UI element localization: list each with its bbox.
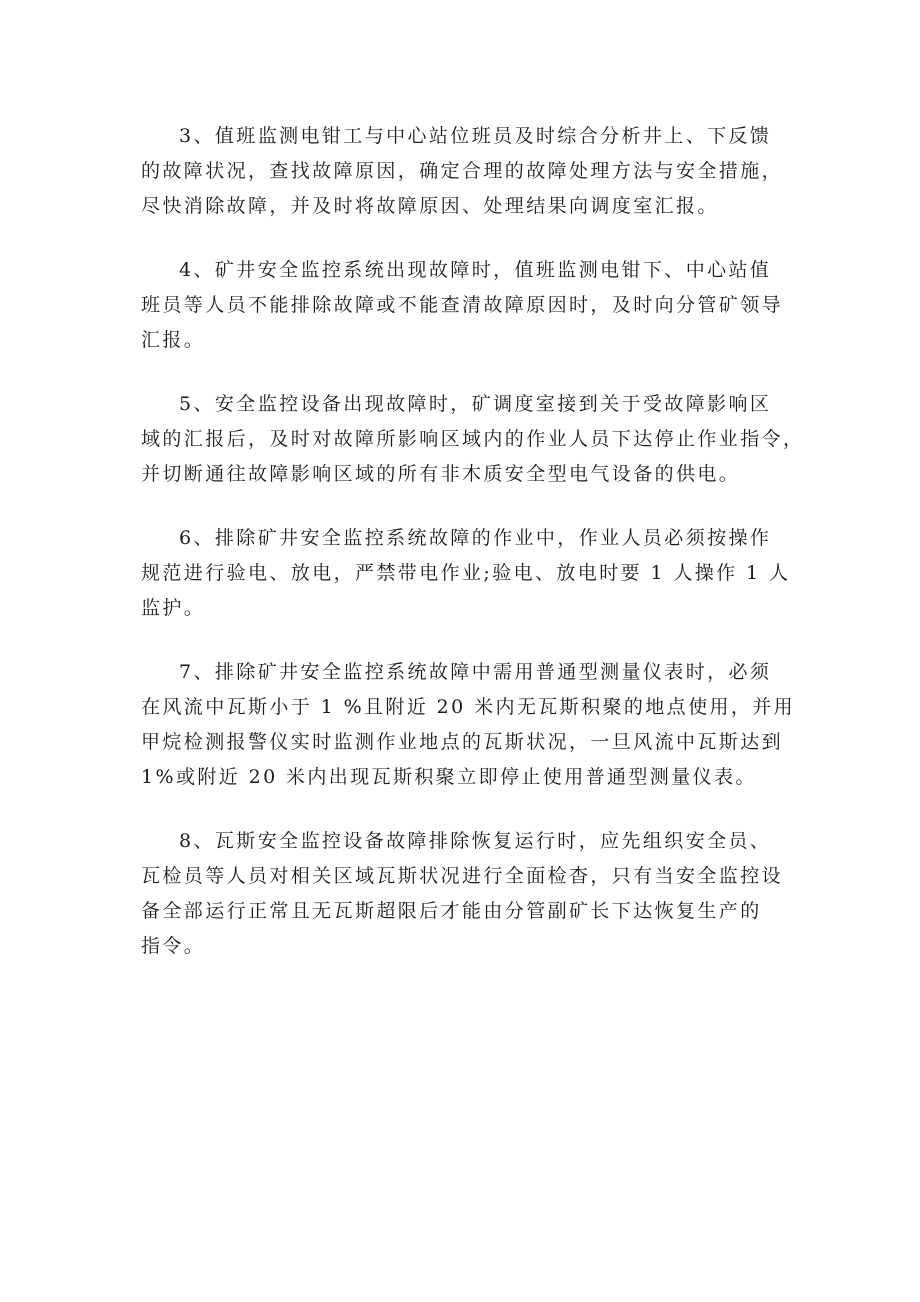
paragraph-line: 的故障状况，查找故障原因，确定合理的故障处理方法与安全措施，	[141, 160, 784, 182]
paragraph-5	[141, 387, 805, 492]
paragraph-8	[141, 824, 791, 964]
paragraph-line: 尽快消除故障，并及时将故障原因、处理结果向调度室汇报。	[141, 195, 719, 217]
paragraph-line: 4、矿井安全监控系统出现故障时，值班监测电钳下、中心站值	[179, 259, 772, 281]
paragraph-line: 瓦检员等人员对相关区域瓦斯状况进行全面检杳，只有当安全监控设	[141, 865, 784, 887]
paragraph-line: 并切断通往故障影响区域的所有非木质安全型电气设备的供电。	[141, 463, 741, 485]
paragraph-line: 6、排除矿井安全监控系统故障的作业中，作业人员必须按操作	[179, 527, 772, 549]
paragraph-line: 规范进行验电、放电，严禁带电作业;验电、放电时要 1 人操作 1 人	[141, 562, 791, 584]
document-body	[141, 119, 805, 993]
paragraph-line: 8、瓦斯安全监控设备故障排除恢复运行时，应先组织安全员、	[179, 830, 772, 852]
paragraph-line: 汇报。	[141, 329, 206, 351]
paragraph-line: 班员等人员不能排除故障或不能查清故障原因时，及时向分管矿领导	[141, 294, 784, 316]
paragraph-line: 在风流中瓦斯小于 1 %且附近 20 米内无瓦斯积聚的地点使用，并用	[141, 696, 796, 718]
paragraph-line: 域的汇报后，及时对故障所影响区域内的作业人员下达停止作业指令，	[141, 428, 805, 450]
paragraph-line: 监护。	[141, 597, 206, 619]
paragraph-line: 指令。	[141, 935, 206, 957]
paragraph-line: 1%或附近 20 米内出现瓦斯积聚立即停止使用普通型测量仪表。	[141, 766, 757, 788]
paragraph-6	[141, 521, 791, 626]
paragraph-line: 甲烷检测报警仪实时监测作业地点的瓦斯状况，一旦风流中瓦斯达到	[141, 731, 784, 753]
paragraph-line: 5、安全监控设备出现故障时，矿调度室接到关于受故障影响区	[179, 393, 772, 415]
paragraph-line: 备全部运行正常且无瓦斯超限后才能由分管副矿长下达恢复生产的	[141, 900, 762, 922]
paragraph-4	[141, 253, 791, 358]
paragraph-3	[141, 119, 791, 224]
paragraph-7	[141, 655, 796, 795]
paragraph-line: 3、值班监测电钳工与中心站位班员及时综合分析井上、下反馈	[179, 125, 772, 147]
paragraph-line: 7、排除矿井安全监控系统故障中需用普通型测量仪表时，必须	[179, 661, 772, 683]
